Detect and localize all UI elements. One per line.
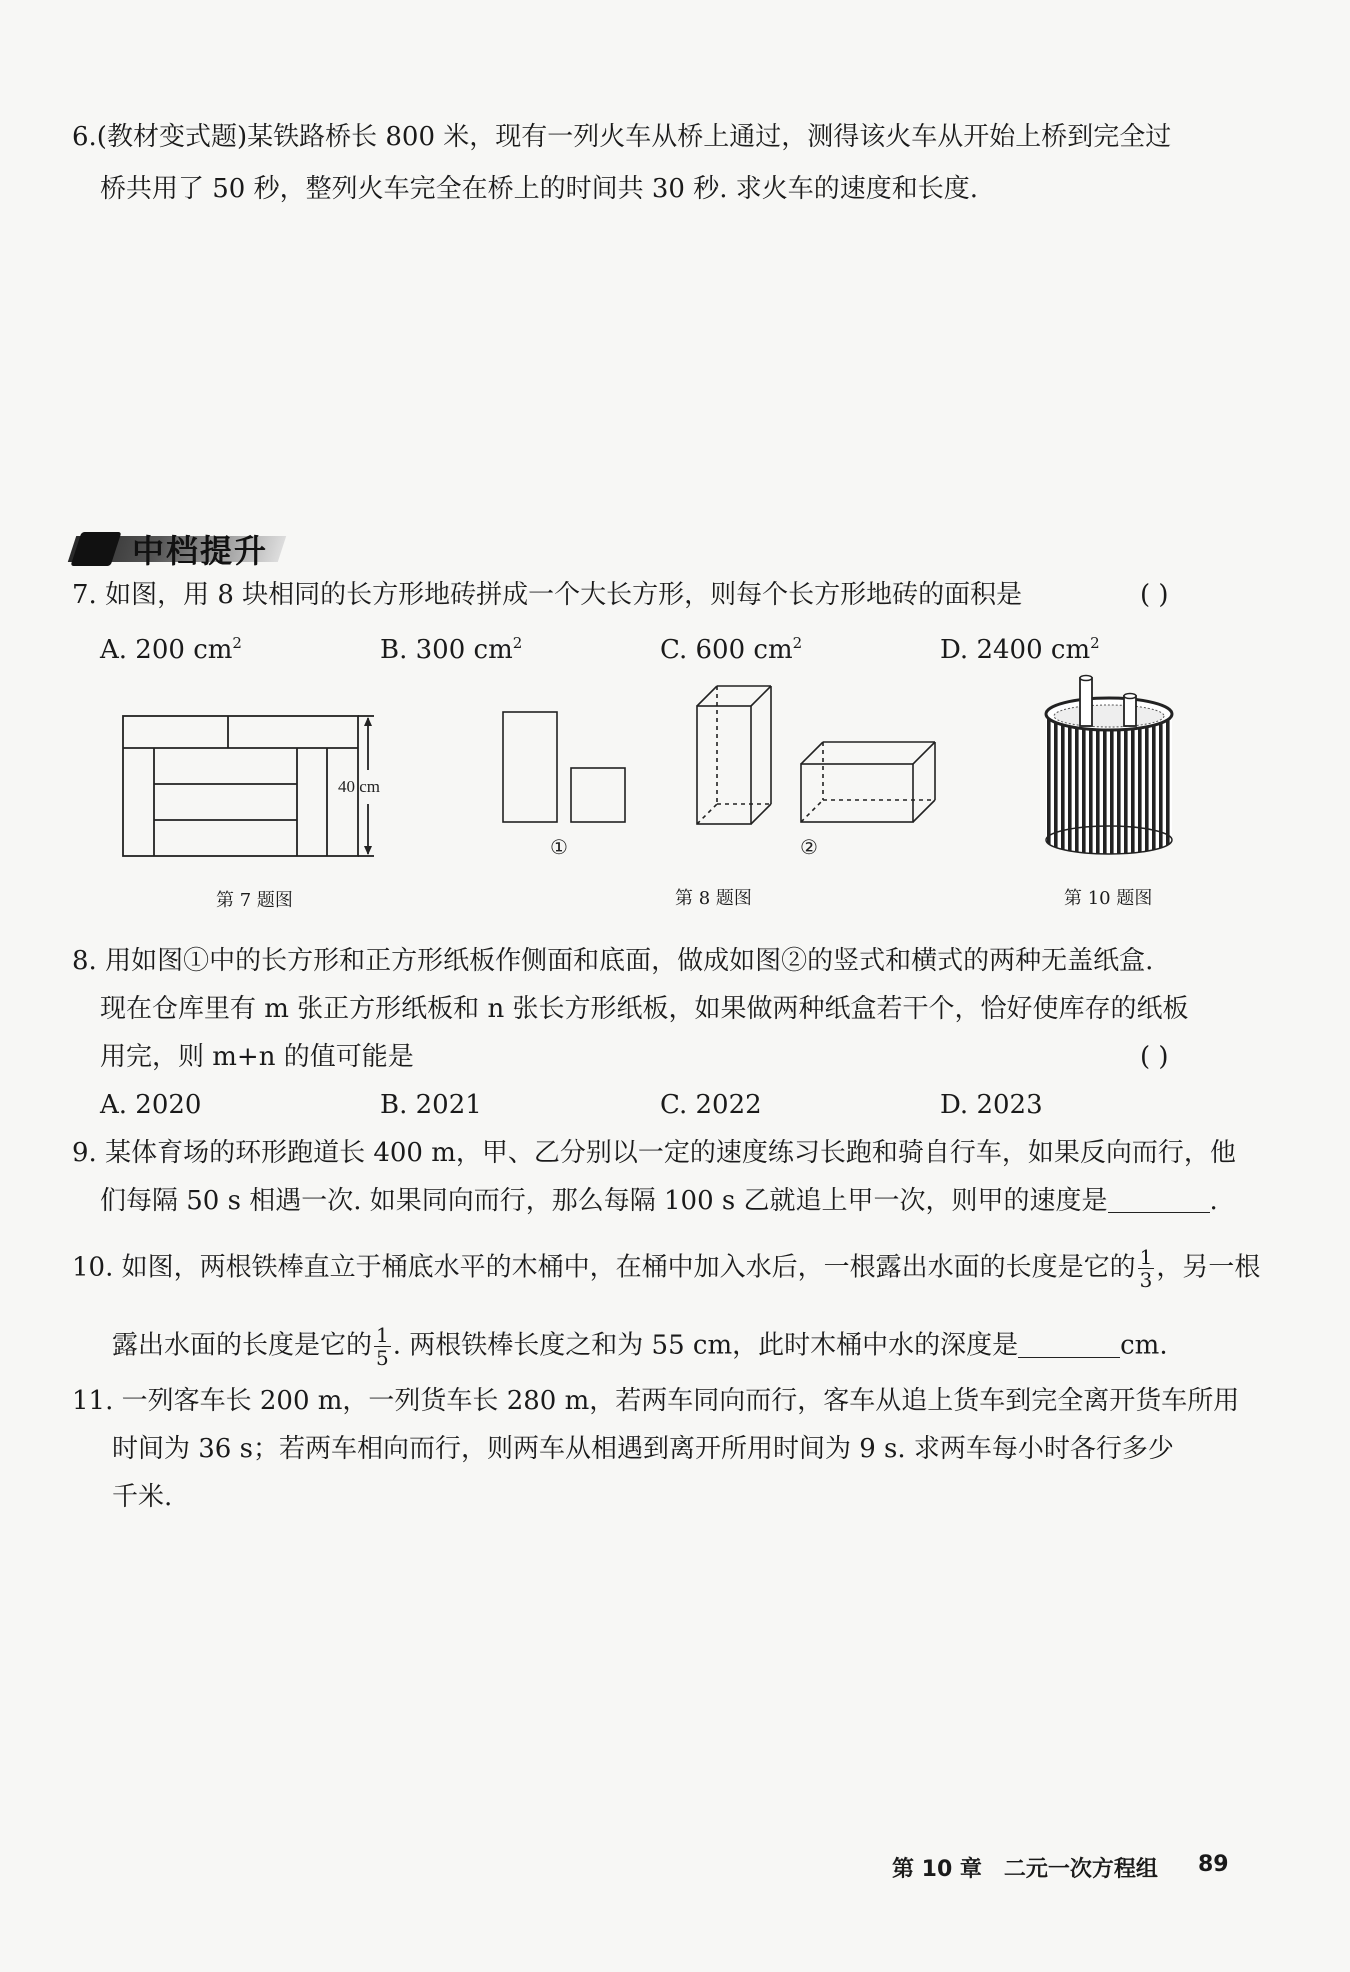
- fig8-rect-board: [503, 712, 557, 822]
- q10-fraction-1: [1138, 1246, 1155, 1291]
- fig8-hbox-front: [801, 764, 913, 822]
- q7-option-a-sup: 2: [232, 634, 242, 652]
- q7-option-c-sup: 2: [792, 634, 803, 652]
- q9-line1: 9. 某体育场的环形跑道长 400 m，甲、乙分别以一定的速度练习长跑和骑自行车，如果反向而行，他: [72, 1138, 1236, 1168]
- fig7-tiling-diagram: [118, 708, 408, 868]
- q8-option-c: C. 2022: [660, 1090, 762, 1120]
- q7-option-c: [660, 626, 802, 667]
- fig8-hbox-e2: [913, 742, 935, 764]
- q7-option-a-text: A. 200 cm: [100, 635, 233, 665]
- q8-line3: 用完，则 m+n 的值可能是: [100, 1042, 414, 1072]
- fig8-vbox-hidden3: [697, 804, 717, 824]
- q9-line2-end: .: [1209, 1186, 1218, 1216]
- fig8-caption: 第 8 题图: [675, 888, 752, 909]
- fig10-rod-left: [1080, 678, 1092, 726]
- fig10-rod-right-top: [1124, 694, 1136, 699]
- fig7-caption: 第 7 题图: [216, 890, 293, 911]
- q7-stem: 7. 如图，用 8 块相同的长方形地砖拼成一个大长方形，则每个长方形地砖的面积是: [72, 580, 1023, 610]
- fig8-vbox-e2: [751, 686, 771, 706]
- q11-line1: 11. 一列客车长 200 m，一列货车长 280 m，若两车同向而行，客车从追上货车到完全离开货车所用: [72, 1386, 1240, 1416]
- q9-answer-blank: [1108, 1186, 1210, 1213]
- fig8-mark-2: ②: [800, 835, 818, 859]
- fig8-hbox-e1: [801, 742, 823, 764]
- fig7-outer-rect: [123, 716, 358, 856]
- q10-line1-post: ，另一根: [1156, 1252, 1261, 1283]
- fig8-vbox-e5: [751, 804, 771, 824]
- q7-answer-paren: ( ): [1140, 580, 1169, 610]
- fig10-bucket-diagram: [1040, 670, 1180, 860]
- q10-line2: [112, 1324, 1168, 1369]
- fig10-caption: 第 10 题图: [1064, 888, 1153, 909]
- q10-line2-pre: 露出水面的长度是它的: [112, 1330, 373, 1361]
- fig10-water-surface: [1054, 705, 1164, 727]
- fig7-arrow-up: [364, 717, 372, 726]
- q7-option-c-text: C. 600 cm: [660, 635, 793, 665]
- q6-line2: 桥共用了 50 秒，整列火车完全在桥上的时间共 30 秒. 求火车的速度和长度.: [100, 174, 979, 204]
- footer-page-number: 89: [1198, 1852, 1229, 1877]
- q10-answer-blank: [1018, 1331, 1120, 1358]
- q10-frac2-num: 1: [376, 1323, 389, 1347]
- q7-option-b: [380, 626, 522, 667]
- fig8-square-board: [571, 768, 625, 822]
- q8-option-b: B. 2021: [380, 1090, 482, 1120]
- fig8-vbox-front: [697, 706, 751, 824]
- fig10-bucket-bottom: [1046, 826, 1172, 854]
- footer-chapter: 第 10 章 二元一次方程组: [892, 1857, 1158, 1882]
- q8-option-d: D. 2023: [940, 1090, 1043, 1120]
- q9-line2-text: 们每隔 50 s 相遇一次. 如果同向而行，那么每隔 100 s 乙就追上甲一次，则甲的速度是: [100, 1186, 1108, 1216]
- q10-frac2-den: 5: [376, 1346, 389, 1370]
- q11-line2: 时间为 36 s；若两车相向而行，则两车从相遇到离开所用时间为 9 s. 求两车每小时各行多少: [112, 1434, 1174, 1464]
- q7-option-b-sup: 2: [512, 634, 523, 652]
- q10-frac1-num: 1: [1139, 1245, 1153, 1269]
- fig10-rod-left-top: [1080, 676, 1092, 681]
- q10-line1-pre: 10. 如图，两根铁棒直立于桶底水平的木桶中，在桶中加入水后，一根露出水面的长度是它的: [72, 1252, 1136, 1283]
- q8-line2: 现在仓库里有 m 张正方形纸板和 n 张长方形纸板，如果做两种纸盒若干个，恰好使库存的纸板: [100, 994, 1189, 1024]
- fig8-vbox-e1: [697, 686, 717, 706]
- q10-frac1-den: 3: [1139, 1268, 1153, 1292]
- q8-answer-paren: ( ): [1140, 1042, 1169, 1072]
- q9-line2: [100, 1184, 1218, 1218]
- q10-fraction-2: [374, 1324, 391, 1369]
- q8-option-a: A. 2020: [100, 1090, 202, 1120]
- q10-line1: [72, 1246, 1260, 1291]
- q7-option-d-sup: 2: [1090, 634, 1100, 652]
- fig8-boxes-diagram: [495, 676, 945, 866]
- fig10-rod-right: [1124, 696, 1136, 726]
- section-heading-text: 中档提升: [132, 532, 269, 570]
- q10-line2-mid: . 两根铁棒长度之和为 55 cm，此时木桶中水的深度是: [392, 1330, 1019, 1361]
- q7-option-d-text: D. 2400 cm: [940, 635, 1091, 665]
- fig8-hbox-hidden3: [801, 800, 823, 822]
- q11-line3: 千米.: [112, 1482, 173, 1512]
- fig8-mark-1: ①: [550, 835, 568, 859]
- q8-line1: 8. 用如图①中的长方形和正方形纸板作侧面和底面，做成如图②的竖式和横式的两种无盖纸盒.: [72, 946, 1154, 976]
- q10-line2-end: cm.: [1120, 1330, 1168, 1361]
- q7-option-d: [940, 626, 1100, 667]
- q7-option-b-text: B. 300 cm: [380, 635, 513, 665]
- section-heading: [72, 522, 282, 570]
- fig10-bucket-body: [1046, 714, 1172, 840]
- q6-line1: 6.(教材变式题)某铁路桥长 800 米，现有一列火车从桥上通过，测得该火车从开始上桥到完全过: [72, 122, 1172, 152]
- q7-option-a: [100, 626, 242, 667]
- fig7-arrow-down: [364, 846, 372, 855]
- fig8-hbox-e5: [913, 800, 935, 822]
- fig7-dim-label: 40 cm: [338, 777, 381, 796]
